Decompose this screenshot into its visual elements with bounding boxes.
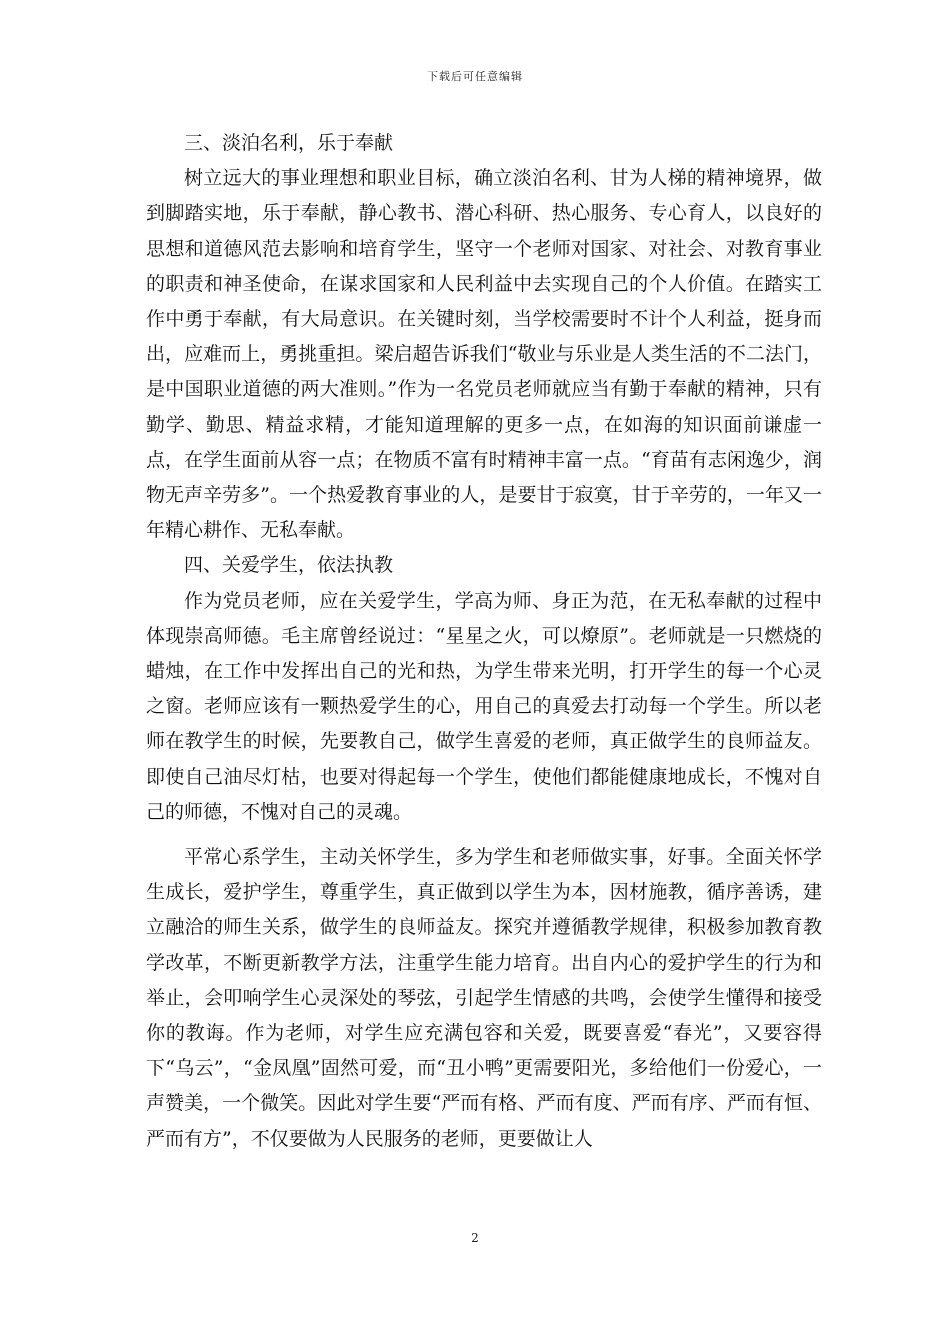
document-body — [146, 126, 822, 1157]
paragraph-1: 树立远大的事业理想和职业目标，确立淡泊名利、甘为人梯的精神境界，做到脚踏实地，乐于奉献，静心教书、潜心科研、热心服务、专心育人，以良好的思想和道德风范去影响和培育学生，坚守一个老师对国家、对社会、对教育事业的职责和神圣使命，在谋求国家和人民利益中去实现自己的个人价值。在踏实工作中勇于奉献，有大局意识。在关键时刻，当学校需要时不计个人利益，挺身而出，应难而上，勇挑重担。梁启超告诉我们“敬业与乐业是人类生活的不二法门，是中国职业道德的两大准则。”作为一名党员老师就应当有勤于奉献的精神，只有勤学、勤思、精益求精，才能知道理解的更多一点，在如海的知识面前谦虚一点，在学生面前从容一点；在物质不富有时精神丰富一点。“育苗有志闲逸少，润物无声辛劳多”。一个热爱教育事业的人，是要甘于寂寞，甘于辛劳的，一年又一年精心耕作、无私奉献。 — [146, 167, 822, 542]
page-number: 2 — [471, 1231, 479, 1245]
page-header: 下载后可任意编辑 — [427, 70, 523, 83]
paragraph-2: 作为党员老师，应在关爱学生，学高为师、身正为范，在无私奉献的过程中体现崇高师德。毛主席曾经说过：“星星之火，可以燎原”。老师就是一只燃烧的蜡烛，在工作中发挥出自己的光和热，为学生带来光明，打开学生的每一个心灵之窗。老师应该有一颗热爱学生的心，用自己的真爱去打动每一个学生。所以老师在教学生的时候，先要教自己，做学生喜爱的老师，真正做学生的良师益友。即使自己油尽灯枯，也要对得起每一个学生，使他们都能健康地成长，不愧对自己的师德，不愧对自己的灵魂。 — [146, 589, 822, 823]
section-heading-3: 三、淡泊名利，乐于奉献 — [184, 132, 394, 154]
section-heading-4: 四、关爱学生，依法执教 — [184, 554, 394, 577]
paragraph-3: 平常心系学生，主动关怀学生，多为学生和老师做实事，好事。全面关怀学生成长，爱护学生，尊重学生，真正做到以学生为本，因材施教，循序善诱，建立融洽的师生关系，做学生的良师益友。探究并遵循教学规律，积极参加教育教学改革，不断更新教学方法，注重学生能力培育。出自内心的爱护学生的行为和举止，会叩响学生心灵深处的琴弦，引起学生情感的共鸣，会使学生懂得和接受你的教诲。作为老师，对学生应充满包容和关爱，既要喜爱“春光”，又要容得下“乌云”，“金凤凰”固然可爱，而“丑小鸭”更需要阳光，多给他们一份爱心，一声赞美，一个微笑。因此对学生要“严而有格、严而有度、严而有序、严而有恒、严而有方”，不仅要做为人民服务的老师，更要做让人 — [146, 846, 822, 1150]
